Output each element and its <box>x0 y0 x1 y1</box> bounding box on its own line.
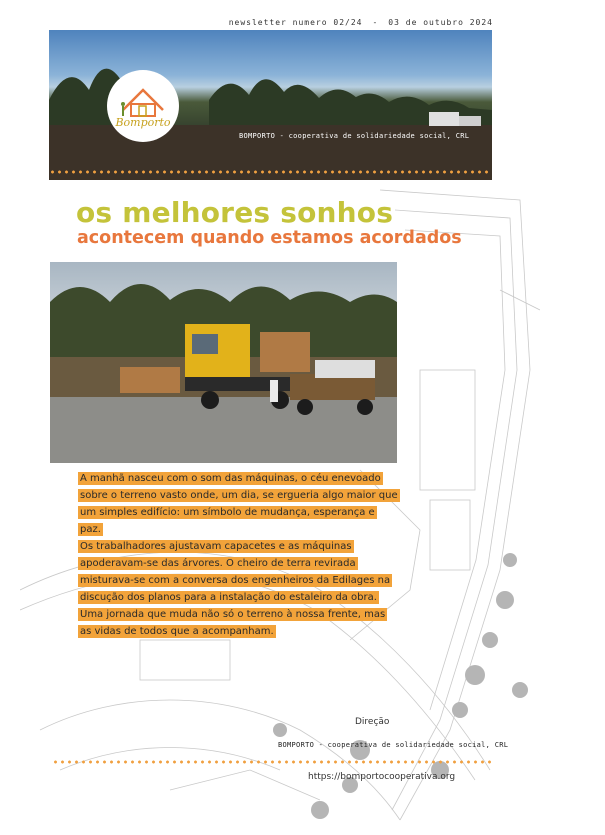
article-paragraph <box>78 606 398 640</box>
header-dotted-line <box>49 170 492 174</box>
paragraph-text: Os trabalhadores ajustavam capacetes e as máquinas apoderavam-se das árvores. O cheiro de terra revirada misturava-se com a conversa dos engenheiros da Edilages na discução dos planos para a instalação do estaleiro da obra. <box>80 541 391 603</box>
house-icon <box>107 70 179 142</box>
logo-text: Bomporto <box>115 116 171 129</box>
website-link[interactable]: https://bomportocooperativa.org <box>308 772 456 782</box>
topline-separator: - <box>372 18 379 27</box>
subtitle: acontecem quando estamos acordados <box>77 228 462 248</box>
header-coop-name: BOMPORTO - cooperativa de solidariedade social, CRL <box>239 132 470 140</box>
footer-dotted-line <box>52 760 492 764</box>
newsletter-number: newsletter numero 02/24 <box>228 18 363 27</box>
paragraph-text: A manhã nasceu com o som das máquinas, o céu enevoado sobre o terreno vasto onde, um dia, se ergueria algo maior que um simples edifício: um símbolo de mudança, esperança e paz. <box>80 473 398 535</box>
signature: Direção <box>355 717 390 727</box>
newsletter-topline <box>229 18 493 27</box>
truck-photo <box>50 262 397 463</box>
footer-coop-name: BOMPORTO - cooperativa de solidariedade social, CRL <box>278 741 509 749</box>
paragraph-text: Uma jornada que muda não só o terreno à nossa frente, mas as vidas de todos que a acompanham. <box>80 609 386 637</box>
article-body <box>78 470 398 640</box>
article-paragraph <box>78 538 398 606</box>
article-paragraph <box>78 470 398 538</box>
construction-photo <box>50 262 397 463</box>
main-title: os melhores sonhos <box>76 196 394 229</box>
header-banner <box>49 30 492 180</box>
bomporto-logo <box>107 70 179 142</box>
newsletter-date: 03 de outubro 2024 <box>388 18 493 27</box>
